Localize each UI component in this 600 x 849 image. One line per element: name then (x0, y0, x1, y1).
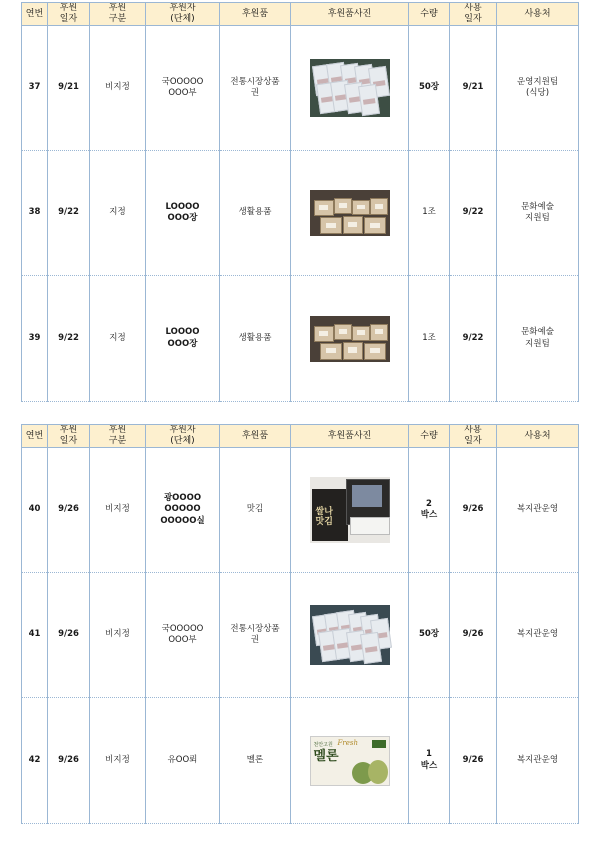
row-use-place: 복지관운영 (497, 698, 579, 824)
melon-title-text: 멜론 (313, 748, 339, 764)
row-use-place: 복지관운영 (497, 448, 579, 573)
row-no: 39 (22, 276, 48, 402)
row-use-date: 9/21 (450, 26, 497, 151)
row-donor: 광OOOO OOOOO OOOOO실 (146, 448, 220, 573)
table-row (22, 151, 579, 276)
header-row (22, 425, 579, 448)
row-item: 멜론 (220, 698, 291, 824)
row-photo (291, 448, 409, 573)
header-use-date: 사용 일자 (450, 425, 497, 448)
row-item: 전통시장상품 권 (220, 26, 291, 151)
row-type: 비지정 (90, 26, 146, 151)
header-donor: 후원자 (단체) (146, 425, 220, 448)
row-use-date: 9/26 (450, 573, 497, 698)
row-donor: LOOOO OOO장 (146, 276, 220, 402)
gift-boxes-photo (310, 190, 390, 236)
row-no: 41 (22, 573, 48, 698)
row-item: 맛김 (220, 448, 291, 573)
row-qty: 2 박스 (409, 448, 450, 573)
row-date: 9/21 (48, 26, 90, 151)
melon-brand-text: 천안고원 (313, 741, 333, 748)
row-donor: 유OO뢰 (146, 698, 220, 824)
row-qty: 50장 (409, 573, 450, 698)
row-use-place: 복지관운영 (497, 573, 579, 698)
row-photo (291, 26, 409, 151)
table-row (22, 573, 579, 698)
seaweed-box-photo (310, 477, 390, 543)
gift-boxes-photo (310, 316, 390, 362)
table-row (22, 26, 579, 151)
row-use-place: 문화예술 지원팀 (497, 151, 579, 276)
header-qty: 수량 (409, 425, 450, 448)
header-item: 후원품 (220, 3, 291, 26)
voucher-stack-photo (310, 605, 390, 665)
header-row (22, 3, 579, 26)
row-donor: LOOOO OOO장 (146, 151, 220, 276)
row-date: 9/26 (48, 448, 90, 573)
header-qty: 수량 (409, 3, 450, 26)
melon-script-text: Fresh (337, 738, 358, 747)
row-use-date: 9/26 (450, 698, 497, 824)
header-use-date: 사용 일자 (450, 3, 497, 26)
row-use-date: 9/22 (450, 151, 497, 276)
seaweed-brand-text: 쌀나 맛김 (315, 507, 333, 527)
row-no: 42 (22, 698, 48, 824)
row-no: 40 (22, 448, 48, 573)
melon-box-photo (310, 736, 390, 786)
row-type: 지정 (90, 151, 146, 276)
row-type: 지정 (90, 276, 146, 402)
table-row (22, 448, 579, 573)
header-date: 후원 일자 (48, 3, 90, 26)
header-date: 후원 일자 (48, 425, 90, 448)
row-no: 37 (22, 26, 48, 151)
row-photo (291, 698, 409, 824)
row-no: 38 (22, 151, 48, 276)
header-no: 연번 (22, 425, 48, 448)
header-type: 후원 구분 (90, 425, 146, 448)
row-photo (291, 151, 409, 276)
row-date: 9/26 (48, 698, 90, 824)
header-item: 후원품 (220, 425, 291, 448)
donation-table-1 (21, 2, 579, 402)
row-qty: 1조 (409, 276, 450, 402)
header-photo: 후원품사진 (291, 3, 409, 26)
donation-table-2 (21, 424, 579, 824)
header-type: 후원 구분 (90, 3, 146, 26)
row-use-place: 문화예술 지원팀 (497, 276, 579, 402)
row-use-place: 운영지원팀 (식당) (497, 26, 579, 151)
table-row (22, 698, 579, 824)
row-date: 9/22 (48, 276, 90, 402)
header-use-place: 사용처 (497, 3, 579, 26)
row-use-date: 9/26 (450, 448, 497, 573)
row-item: 전통시장상품 권 (220, 573, 291, 698)
row-donor: 국OOOOO OOO부 (146, 573, 220, 698)
row-type: 비지정 (90, 573, 146, 698)
header-donor: 후원자 (단체) (146, 3, 220, 26)
row-item: 생활용품 (220, 151, 291, 276)
row-type: 비지정 (90, 698, 146, 824)
row-date: 9/22 (48, 151, 90, 276)
header-use-place: 사용처 (497, 425, 579, 448)
voucher-stack-photo (310, 59, 390, 117)
row-qty: 1 박스 (409, 698, 450, 824)
row-donor: 국OOOOO OOO부 (146, 26, 220, 151)
row-item: 생활용품 (220, 276, 291, 402)
header-photo: 후원품사진 (291, 425, 409, 448)
row-use-date: 9/22 (450, 276, 497, 402)
row-date: 9/26 (48, 573, 90, 698)
row-qty: 1조 (409, 151, 450, 276)
table-row (22, 276, 579, 402)
row-type: 비지정 (90, 448, 146, 573)
row-photo (291, 573, 409, 698)
row-photo (291, 276, 409, 402)
header-no: 연번 (22, 3, 48, 26)
row-qty: 50장 (409, 26, 450, 151)
